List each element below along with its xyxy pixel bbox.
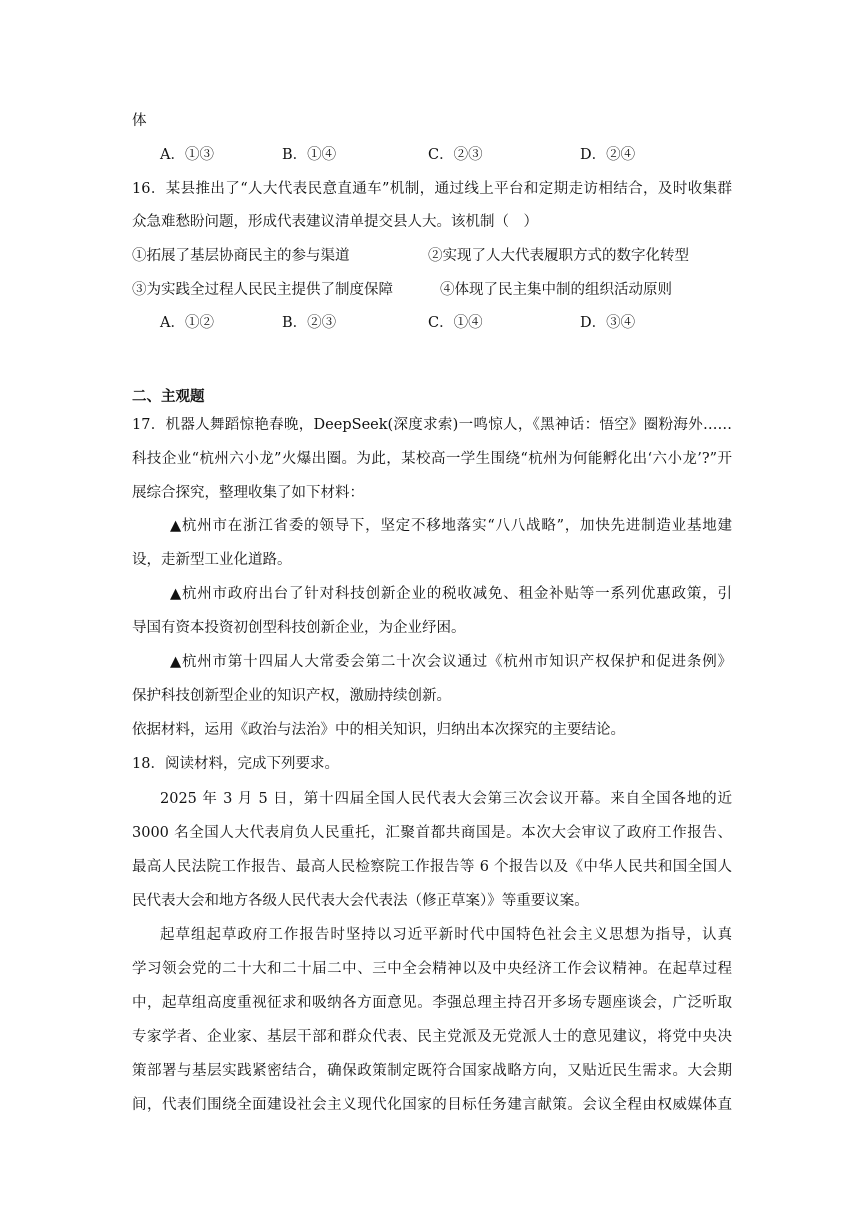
q16-option-b[interactable]: B．②③ [282, 315, 337, 331]
q17-stem-line-3: 展综合探究，整理收集了如下材料： [132, 485, 364, 501]
q16-statement-4: ④体现了民主集中制的组织活动原则 [440, 282, 672, 298]
q15-option-b[interactable]: B．①④ [282, 147, 337, 163]
q15-option-c[interactable]: C．②③ [428, 147, 483, 163]
q16-option-c[interactable]: C．①④ [428, 315, 483, 331]
q16-option-d[interactable]: D．③④ [580, 315, 636, 331]
q17-material-2-line-1: ▲杭州市政府出台了针对科技创新企业的税收减免、租金补贴等一系列优惠政策，引 [170, 586, 732, 602]
q16-option-a[interactable]: A．①② [160, 315, 214, 331]
q17-material-2-line-2: 导国有资本投资初创型科技创新企业，为企业纾困。 [132, 620, 466, 636]
q16-stem-line-2: 众急难愁盼问题，形成代表建议清单提交县人大。该机制（ ） [132, 214, 538, 230]
q18-para1-line-4: 民代表大会和地方各级人民代表大会代表法（修正草案）》等重要议案。 [132, 893, 589, 909]
q16-stem-line-1: 16．某县推出了“人大代表民意直通车”机制，通过线上平台和定期走访相结合，及时收集群 [132, 181, 732, 197]
q17-task: 依据材料，运用《政治与法治》中的相关知识，归纳出本次探究的主要结论。 [132, 722, 625, 738]
q16-options [160, 313, 720, 333]
q15-text-tail: 体 [132, 113, 147, 129]
q17-material-3-line-1: ▲杭州市第十四届人大常委会第二十次会议通过《杭州市知识产权保护和促进条例》 [170, 654, 732, 670]
q16-statement-2: ②实现了人大代表履职方式的数字化转型 [428, 248, 689, 264]
q18-para1-line-1: 2025 年 3 月 5 日，第十四届全国人民代表大会第三次会议开幕。来自全国各地的近 [160, 791, 732, 807]
q18-para2-line-1: 起草组起草政府工作报告时坚持以习近平新时代中国特色社会主义思想为指导，认真 [160, 927, 732, 943]
q17-material-1-line-1: ▲杭州市在浙江省委的领导下，坚定不移地落实“八八战略”，加快先进制造业基地建 [170, 518, 732, 534]
q18-para2-line-6: 间，代表们围绕全面建设社会主义现代化国家的目标任务建言献策。会议全程由权威媒体直 [132, 1097, 732, 1113]
q15-option-a[interactable]: A．①③ [160, 147, 214, 163]
q18-para2-line-4: 专家学者、企业家、基层干部和群众代表、民主党派及无党派人士的意见建议，将党中央决 [132, 1029, 732, 1045]
q17-material-3-line-2: 保护科技创新型企业的知识产权，激励持续创新。 [132, 688, 451, 704]
q18-para2-line-5: 策部署与基层实践紧密结合，确保政策制定既符合国家战略方向，又贴近民生需求。大会期 [132, 1063, 732, 1079]
q18-title: 18．阅读材料，完成下列要求。 [132, 756, 339, 772]
q18-para1-line-3: 最高人民法院工作报告、最高人民检察院工作报告等 6 个报告以及《中华人民共和国全国人 [132, 859, 732, 875]
q17-material-1-line-2: 设，走新型工业化道路。 [132, 552, 292, 568]
q17-stem-line-2: 科技企业“杭州六小龙”火爆出圈。为此，某校高一学生围绕“杭州为何能孵化出‘六小龙’?”开 [132, 451, 732, 467]
q18-para1-line-2: 3000 名全国人大代表肩负人民重托，汇聚首都共商国是。本次大会审议了政府工作报告、 [132, 825, 732, 841]
q18-para2-line-2: 学习领会党的二十大和二十届二中、三中全会精神以及中央经济工作会议精神。在起草过程 [132, 961, 732, 977]
section-title: 二、主观题 [132, 388, 205, 405]
q17-stem-line-1: 17．机器人舞蹈惊艳春晚，DeepSeek(深度求索)一鸣惊人，《黑神话：悟空》圈粉海外…… [132, 417, 732, 433]
q18-para2-line-3: 中，起草组高度重视征求和吸纳各方面意见。李强总理主持召开多场专题座谈会，广泛听取 [132, 995, 732, 1011]
q15-options [160, 145, 720, 165]
q16-statement-1: ①拓展了基层协商民主的参与渠道 [132, 248, 350, 264]
q16-statement-3: ③为实践全过程人民民主提供了制度保障 [132, 282, 393, 298]
q15-option-d[interactable]: D．②④ [580, 147, 636, 163]
